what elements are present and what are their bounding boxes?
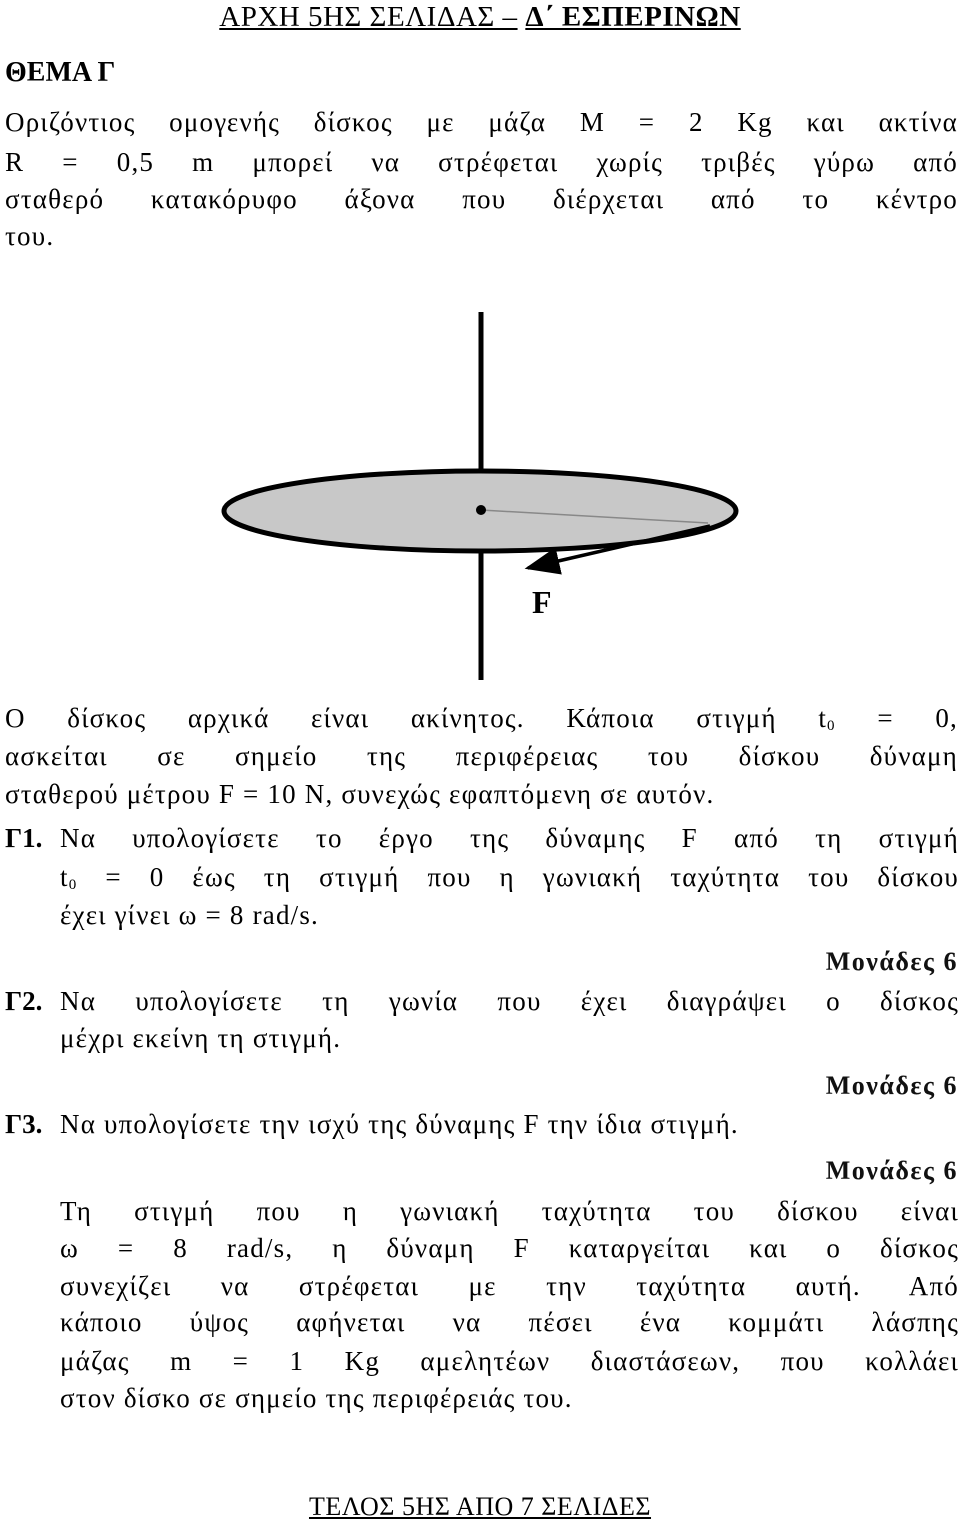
page-header — [0, 0, 960, 34]
question-g1-line-1: Να υπολογίσετε το έργο της δύναμης F από τη στιγμή — [60, 823, 959, 853]
force-label: F — [532, 584, 552, 620]
setup-line-1-b: = 0, — [835, 703, 958, 733]
question-g1-line-2 — [60, 861, 959, 901]
continuation-line-1: Τη στιγμή που η γωνιακή ταχύτητα του δίσκου είναι — [60, 1196, 959, 1226]
page-footer: ΤΕΛΟΣ 5ΗΣ ΑΠΟ 7 ΣΕΛΙΔΕΣ — [308, 1492, 652, 1521]
continuation-line-3: συνεχίζει να στρέφεται με την ταχύτητα αυτή. Από — [60, 1271, 959, 1301]
question-label-g2: Γ2. — [5, 986, 43, 1016]
continuation-line-6: στον δίσκο σε σημείο της περιφέρειάς του. — [60, 1383, 573, 1413]
intro-line-4: του. — [5, 221, 55, 251]
question-label-g1: Γ1. — [5, 823, 43, 853]
setup-t0-subscript: 0 — [827, 718, 836, 734]
header-series-label: Δ΄ ΕΣΠΕΡΙΝΩΝ — [525, 1, 741, 33]
question-g3-line-1: Να υπολογίσετε την ισχύ της δύναμης F την ίδια στιγμή. — [60, 1109, 739, 1139]
setup-line-1 — [5, 702, 958, 742]
question-g1-units: Μονάδες 6 — [825, 947, 958, 976]
continuation-line-2: ω = 8 rad/s, η δύναμη F καταργείται και ο δίσκος — [60, 1233, 959, 1263]
question-g1-line-2-a: t — [60, 862, 69, 892]
intro-line-1: Οριζόντιος ομογενής δίσκος με μάζα Μ = 2 Kg και ακτίνα — [5, 107, 958, 137]
disc-figure — [0, 300, 960, 690]
intro-line-3: σταθερό κατακόρυφο άξονα που διέρχεται από το κέντρο — [5, 184, 958, 214]
question-g1-line-3: έχει γίνει ω = 8 rad/s. — [60, 900, 320, 930]
continuation-line-4: κάποιο ύψος αφήνεται να πέσει ένα κομμάτι λάσπης — [60, 1307, 959, 1337]
theme-title: ΘΕΜΑ Γ — [5, 57, 116, 88]
intro-line-2: R = 0,5 m μπορεί να στρέφεται χωρίς τριβές γύρω από — [5, 147, 958, 177]
continuation-line-5: μάζας m = 1 Kg αμελητέων διαστάσεων, που κολλάει — [60, 1346, 959, 1376]
question-g3-units: Μονάδες 6 — [825, 1156, 958, 1185]
header-page-label: ΑΡΧΗ 5ΗΣ ΣΕΛΙΔΑΣ – — [219, 1, 518, 33]
setup-line-1-a: Ο δίσκος αρχικά είναι ακίνητος. Κάποια στιγμή t — [5, 703, 828, 733]
setup-line-3: σταθερού μέτρου F = 10 N, συνεχώς εφαπτόμενη σε αυτόν. — [5, 779, 715, 809]
question-label-g3: Γ3. — [5, 1109, 43, 1139]
question-g2-line-2: μέχρι εκείνη τη στιγμή. — [60, 1023, 342, 1053]
question-g1-t0-subscript: 0 — [68, 877, 78, 893]
question-g1-line-2-b: = 0 έως τη στιγμή που η γωνιακή ταχύτητα του δίσκου — [77, 862, 959, 892]
question-g2-line-1: Να υπολογίσετε τη γωνία που έχει διαγράψει ο δίσκος — [60, 986, 959, 1016]
question-g2-units: Μονάδες 6 — [825, 1071, 958, 1100]
setup-line-2: ασκείται σε σημείο της περιφέρειας του δίσκου δύναμη — [5, 741, 958, 771]
disc-center — [476, 505, 486, 515]
